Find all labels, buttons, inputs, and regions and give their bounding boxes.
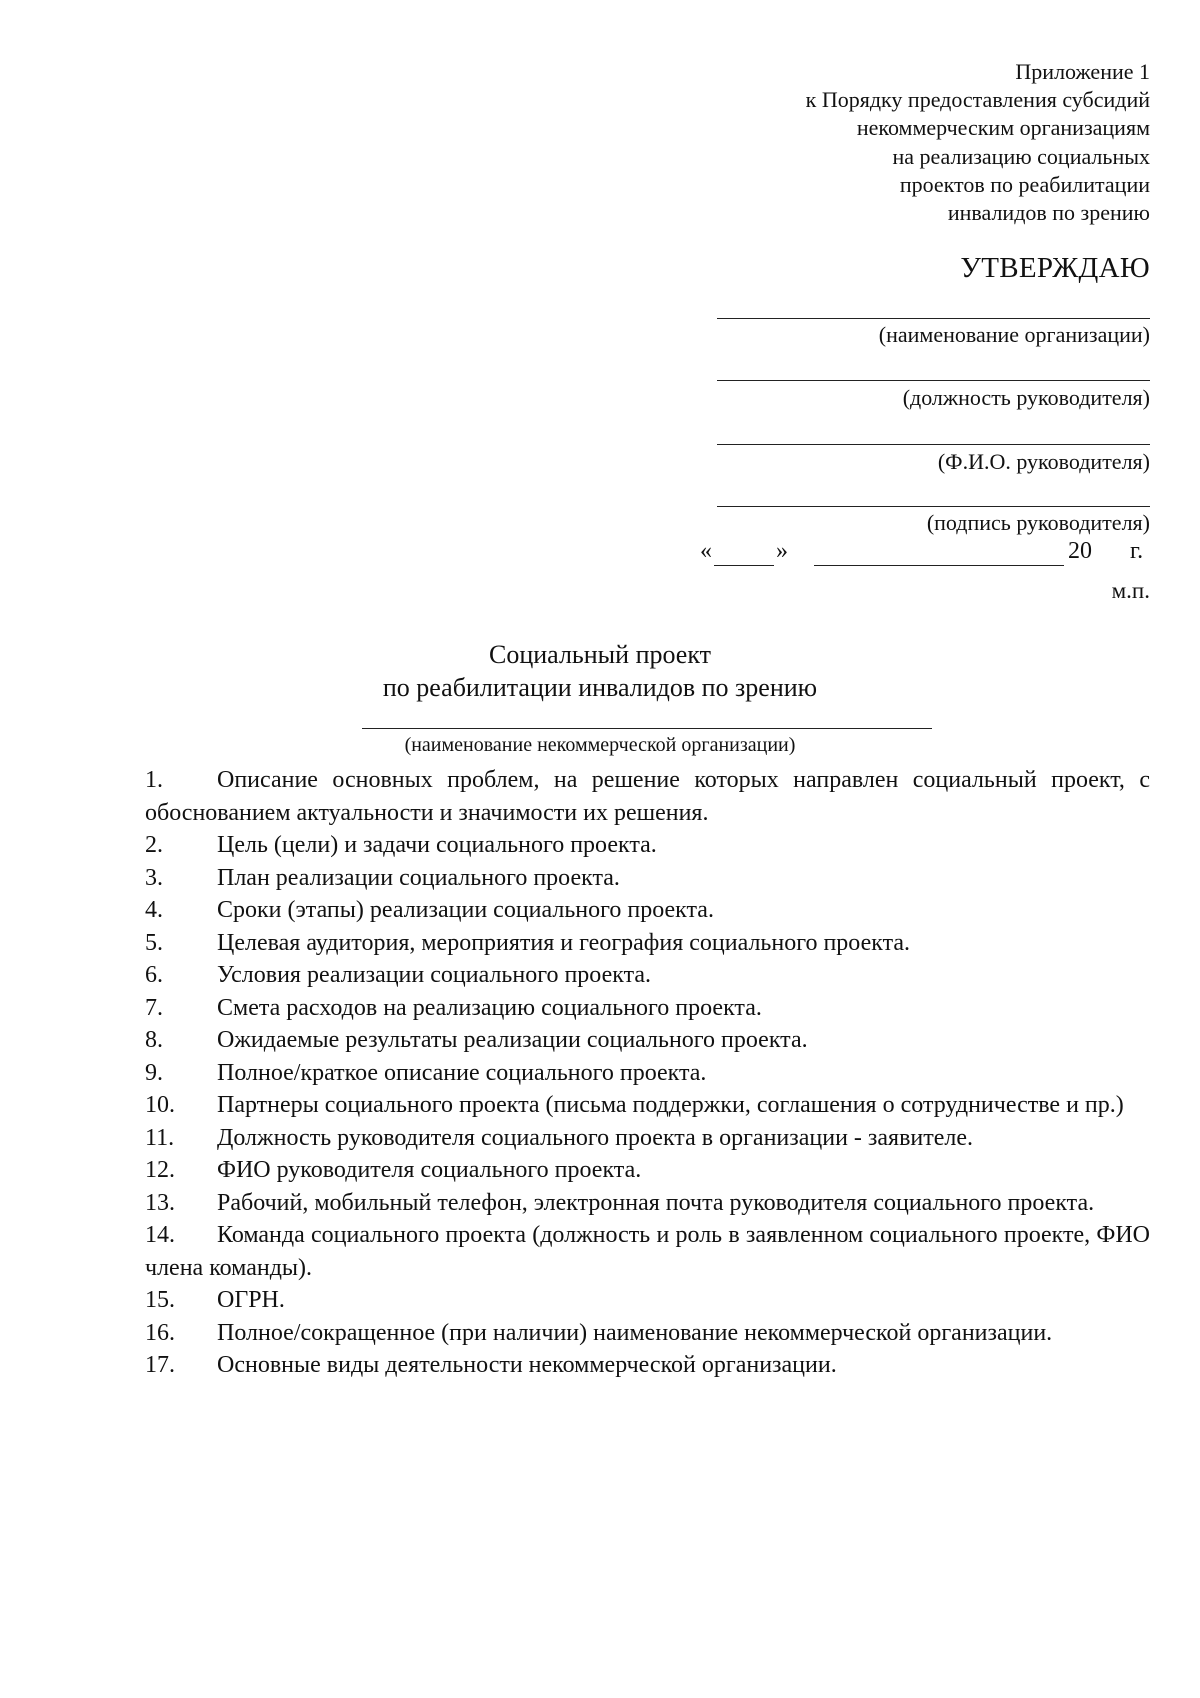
list-item (145, 1187, 1150, 1220)
list-item (145, 1219, 1150, 1284)
list-item-text: Основные виды деятельности некоммерческой организации. (217, 1352, 837, 1378)
title-line-2: по реабилитации инвалидов по зрению (382, 673, 818, 702)
list-item-number: 15. (145, 1287, 175, 1313)
list-item (145, 1154, 1150, 1187)
year-suffix: г. (1130, 538, 1144, 564)
list-item-text: Смета расходов на реализацию социального проекта. (217, 994, 762, 1021)
list-item-number: 10. (145, 1092, 175, 1118)
list-item-text: Цель (цели) и задачи социального проекта. (217, 832, 657, 858)
list-item-text: Рабочий, мобильный телефон, электронная почта руководителя социального проекта. (217, 1189, 1095, 1216)
appendix-line: проектов по реабилитации (899, 171, 1150, 197)
list-item-number: 2. (145, 832, 163, 858)
year-prefix: 20 (1068, 538, 1092, 564)
list-item-text: ФИО руководителя социального проекта. (217, 1157, 642, 1183)
seal-place: м.п. (1111, 578, 1150, 603)
list-item-number: 3. (145, 864, 163, 891)
director-signature-line (717, 506, 1150, 507)
list-item (145, 1317, 1150, 1350)
list-item (145, 829, 1150, 862)
list-item-text: ОГРН. (217, 1287, 285, 1313)
list-item-number: 12. (145, 1157, 175, 1183)
date-close-quote: » (776, 538, 788, 564)
approval-heading: УТВЕРЖДАЮ (960, 252, 1150, 284)
list-item-number: 6. (145, 962, 163, 988)
nonprofit-name-caption: (наименование некоммерческой организации) (404, 734, 796, 756)
list-item-number: 16. (145, 1319, 175, 1346)
appendix-line: к Порядку предоставления субсидий (805, 87, 1150, 113)
approval-date (700, 538, 1150, 572)
appendix-line: инвалидов по зрению (947, 200, 1150, 226)
organization-name-caption: (наименование организации) (878, 322, 1150, 347)
director-signature-caption: (подпись руководителя) (926, 510, 1150, 535)
list-item-text: Описание основных проблем, на решение которых направлен социальный проект, с обоснованием актуальности и значимости их решения. (145, 767, 1150, 826)
list-item (145, 764, 1150, 829)
list-item (145, 1284, 1150, 1317)
list-item-number: 9. (145, 1059, 163, 1086)
list-item (145, 1349, 1150, 1382)
list-item-text: Целевая аудитория, мероприятия и география социального проекта. (217, 929, 911, 956)
list-item-number: 11. (145, 1124, 175, 1151)
list-item-number: 1. (145, 767, 163, 793)
month-blank-line (814, 565, 1064, 566)
list-item (145, 992, 1150, 1025)
list-item-number: 14. (145, 1222, 175, 1248)
day-blank-line (714, 565, 774, 566)
list-item-text: Партнеры социального проекта (письма поддержки, соглашения о сотрудничестве и пр.) (217, 1092, 1124, 1118)
requirements-list (145, 764, 1150, 1382)
list-item-text: Команда социального проекта (должность и роль в заявленном социального проекте, ФИО члена команды). (145, 1222, 1150, 1281)
list-item (145, 1024, 1150, 1057)
list-item-text: Ожидаемые результаты реализации социального проекта. (217, 1027, 808, 1053)
list-item-text: Условия реализации социального проекта. (217, 962, 652, 988)
list-item (145, 1057, 1150, 1090)
list-item (145, 1122, 1150, 1155)
list-item-text: План реализации социального проекта. (217, 864, 620, 891)
list-item-number: 13. (145, 1189, 175, 1216)
title-line-1: Социальный проект (489, 640, 711, 669)
organization-name-line (717, 318, 1150, 319)
list-item (145, 1089, 1150, 1122)
list-item-text: Полное/сокращенное (при наличии) наименование некоммерческой организации. (217, 1319, 1053, 1346)
nonprofit-name-line (362, 728, 932, 729)
appendix-line: на реализацию социальных (892, 143, 1150, 169)
list-item-text: Полное/краткое описание социального проекта. (217, 1059, 707, 1086)
date-open-quote: « (700, 538, 712, 564)
director-name-line (717, 444, 1150, 445)
list-item (145, 862, 1150, 895)
director-position-line (717, 380, 1150, 381)
list-item (145, 959, 1150, 992)
list-item-number: 17. (145, 1352, 175, 1378)
list-item (145, 927, 1150, 960)
list-item (145, 894, 1150, 927)
list-item-text: Должность руководителя социального проекта в организации - заявителе. (217, 1124, 974, 1151)
director-name-caption: (Ф.И.О. руководителя) (937, 449, 1150, 474)
list-item-number: 7. (145, 994, 163, 1021)
list-item-number: 4. (145, 897, 163, 923)
director-position-caption: (должность руководителя) (902, 385, 1150, 410)
appendix-line: некоммерческим организациям (856, 115, 1150, 141)
list-item-number: 8. (145, 1027, 163, 1053)
appendix-header (806, 58, 1150, 227)
appendix-line: Приложение 1 (1015, 59, 1150, 84)
list-item-text: Сроки (этапы) реализации социального проекта. (217, 897, 714, 923)
document-title (0, 638, 1200, 704)
list-item-number: 5. (145, 929, 163, 956)
